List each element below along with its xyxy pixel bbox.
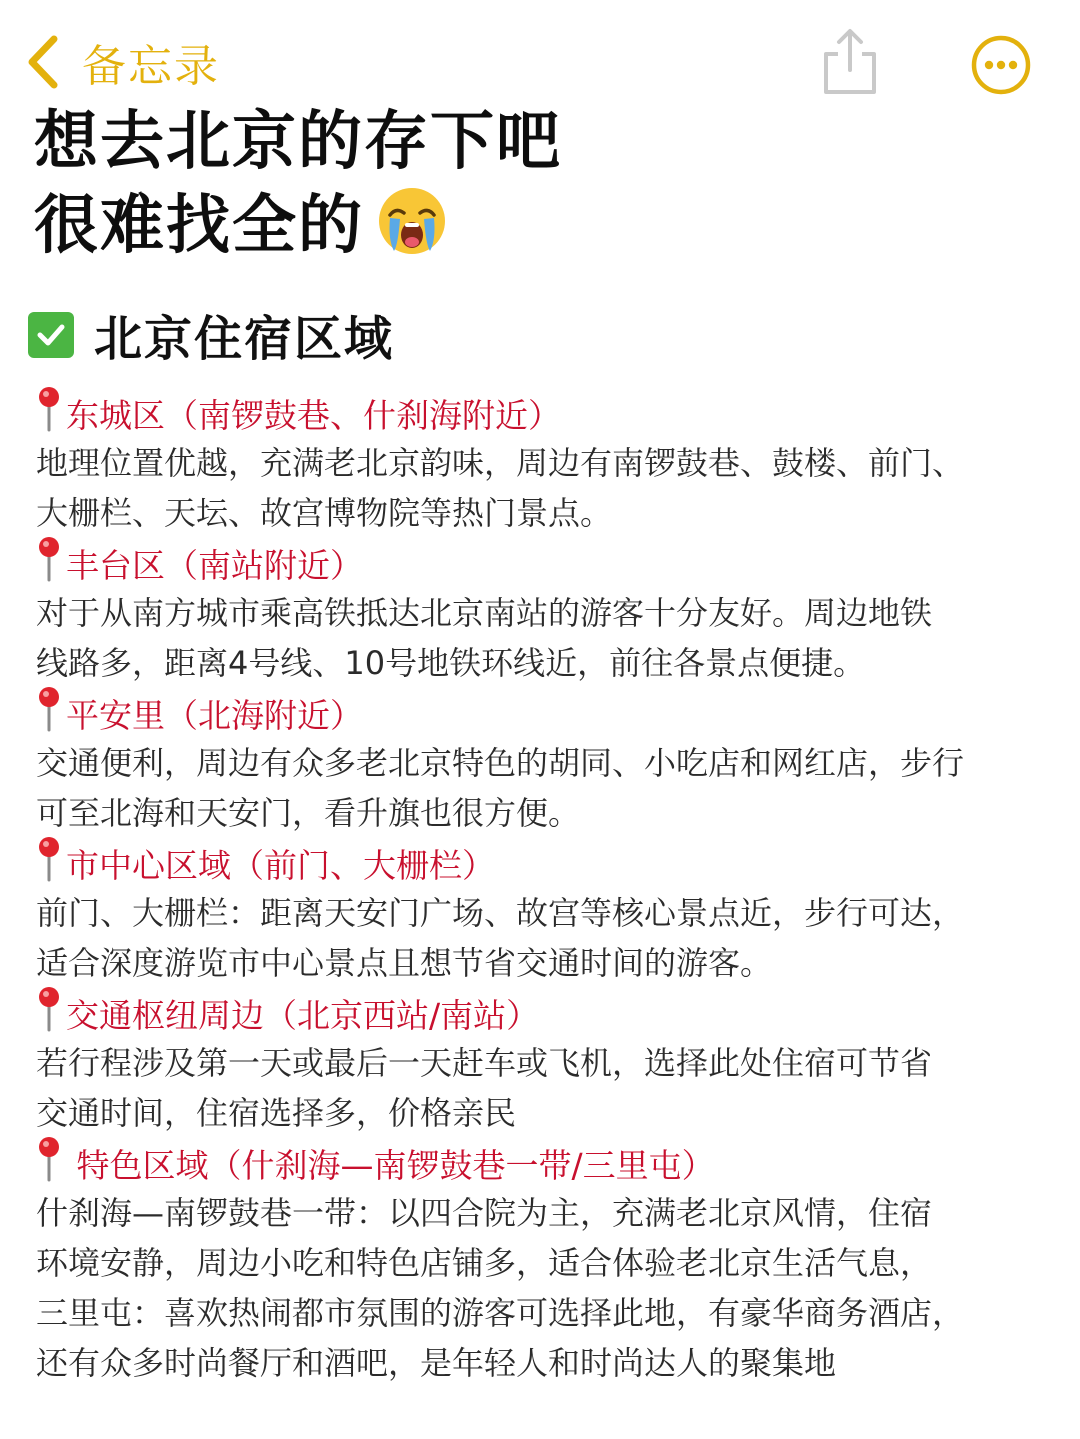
list-item (36, 388, 1046, 538)
section-title: 北京住宿区域 (94, 311, 395, 367)
item-heading (36, 988, 1046, 1038)
share-icon (820, 81, 880, 100)
section-header (28, 300, 394, 369)
round-pushpin-icon (36, 836, 62, 890)
item-heading-text: 东城区（南锣鼓巷、什刹海附近） (66, 395, 561, 435)
chevron-left-icon (26, 33, 60, 91)
description-line: 三里屯：喜欢热闹都市氛围的游客可选择此地，有豪华商务酒店， (36, 1294, 965, 1332)
description-line: 环境安静，周边小吃和特色店铺多，适合体验老北京生活气息， (36, 1244, 933, 1282)
item-heading (36, 388, 1046, 438)
item-heading-text: 丰台区（南站附近） (66, 545, 363, 585)
description-line: 交通便利，周边有众多老北京特色的胡同、小吃店和网红店，步行 (36, 744, 965, 782)
note-title (34, 100, 562, 278)
description-line: 交通时间，住宿选择多，价格亲民 (36, 1094, 517, 1132)
note-body (36, 388, 1046, 1388)
item-heading-text: 交通枢纽周边（北京西站/南站） (66, 995, 540, 1035)
item-description (36, 438, 1046, 538)
description-line: 什刹海—南锣鼓巷一带：以四合院为主，充满老北京风情，住宿 (36, 1194, 933, 1232)
item-heading-text: 市中心区域（前门、大栅栏） (66, 845, 495, 885)
item-heading-text: 平安里（北海附近） (66, 695, 363, 735)
title-line-2 (34, 184, 562, 278)
item-heading-text: 特色区域（什刹海—南锣鼓巷一带/三里屯） (66, 1145, 715, 1185)
back-button[interactable] (26, 30, 220, 94)
description-line: 对于从南方城市乘高铁抵达北京南站的游客十分友好。周边地铁 (36, 594, 933, 632)
description-line: 可至北海和天安门，看升旗也很方便。 (36, 794, 581, 832)
round-pushpin-icon (36, 986, 62, 1040)
title-line-2-text: 很难找全的 (34, 189, 364, 263)
item-heading (36, 1138, 1046, 1188)
description-line: 地理位置优越，充满老北京韵味，周边有南锣鼓巷、鼓楼、前门、 (36, 444, 965, 482)
nav-bar (0, 0, 1080, 100)
item-description (36, 1038, 1046, 1138)
share-button[interactable] (820, 26, 880, 100)
crying-face-icon (376, 185, 448, 278)
back-label: 备忘录 (82, 41, 220, 92)
more-options-button[interactable] (970, 34, 1032, 100)
list-item (36, 688, 1046, 838)
list-item (36, 988, 1046, 1138)
more-dots-icon (970, 81, 1032, 100)
list-item (36, 838, 1046, 988)
title-line-1: 想去北京的存下吧 (34, 105, 562, 179)
description-line: 适合深度游览市中心景点且想节省交通时间的游客。 (36, 944, 773, 982)
item-description (36, 738, 1046, 838)
item-heading (36, 538, 1046, 588)
description-line: 还有众多时尚餐厅和酒吧，是年轻人和时尚达人的聚集地 (36, 1344, 837, 1382)
list-item (36, 1138, 1046, 1388)
round-pushpin-icon (36, 536, 62, 590)
item-description (36, 1188, 1046, 1388)
description-line: 线路多，距离4号线、10号地铁环线近，前往各景点便捷。 (36, 644, 866, 682)
description-line: 若行程涉及第一天或最后一天赶车或飞机，选择此处住宿可节省 (36, 1044, 933, 1082)
item-heading (36, 838, 1046, 888)
round-pushpin-icon (36, 686, 62, 740)
list-item (36, 538, 1046, 688)
round-pushpin-icon (36, 386, 62, 440)
check-mark-icon (28, 312, 74, 358)
item-description (36, 588, 1046, 688)
item-description (36, 888, 1046, 988)
description-line: 大栅栏、天坛、故宫博物院等热门景点。 (36, 494, 613, 532)
round-pushpin-icon (36, 1136, 62, 1190)
item-heading (36, 688, 1046, 738)
description-line: 前门、大栅栏：距离天安门广场、故宫等核心景点近，步行可达， (36, 894, 965, 932)
